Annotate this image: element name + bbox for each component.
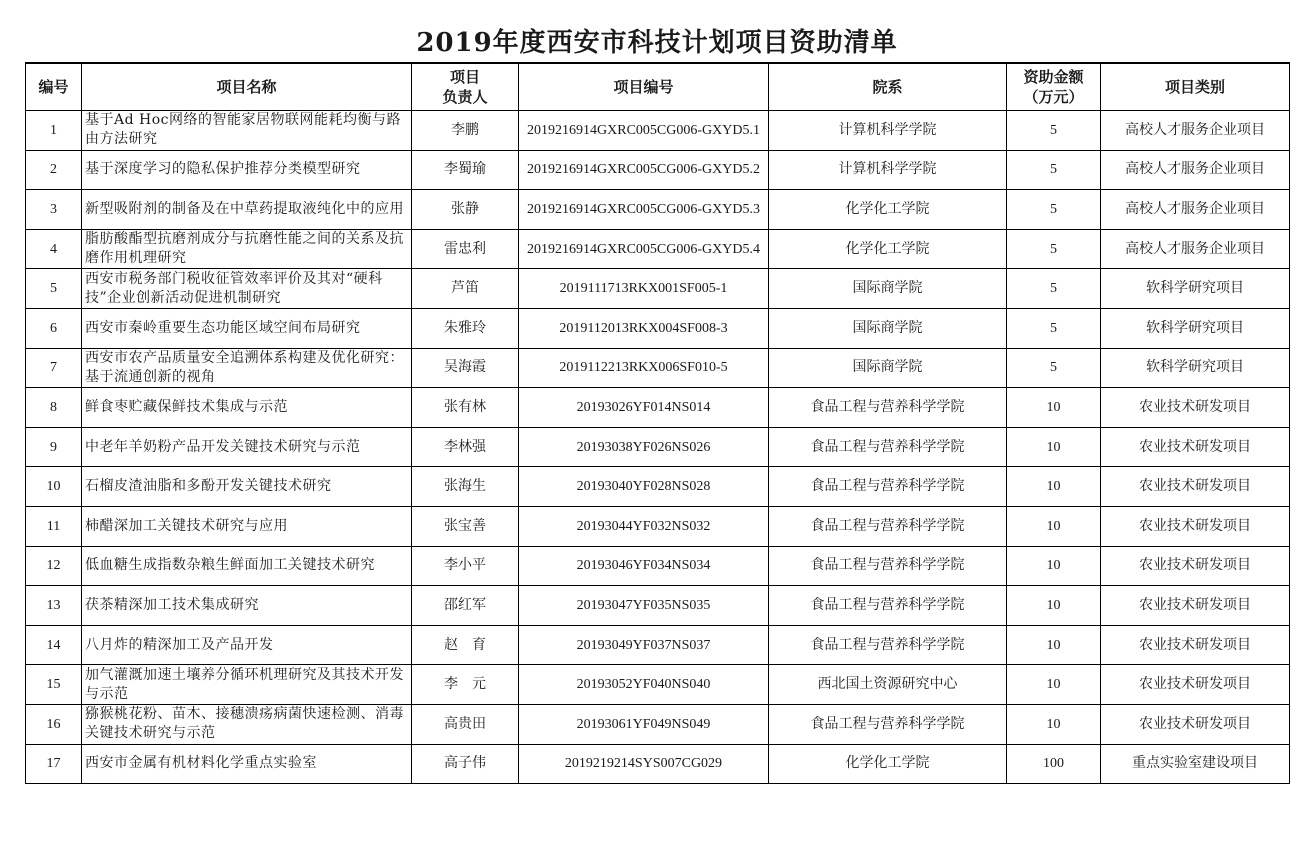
cell-department: 国际商学院 [769,348,1007,388]
cell-amount: 100 [1007,744,1101,784]
cell-amount: 5 [1007,348,1101,388]
cell-project-name: 西安市税务部门税收征管效率评价及其对“硬科技”企业创新活动促进机制研究 [82,269,412,309]
cell-amount: 10 [1007,467,1101,507]
table-row [26,190,1290,230]
cell-no: 8 [26,388,82,428]
table-row [26,308,1290,348]
header-category: 项目类别 [1101,63,1290,111]
cell-leader: 张宝善 [412,506,519,546]
cell-no: 1 [26,111,82,151]
cell-department: 食品工程与营养科学学院 [769,388,1007,428]
cell-department: 计算机科学学院 [769,111,1007,151]
cell-project-name: 低血糖生成指数杂粮生鲜面加工关键技术研究 [82,546,412,586]
cell-department: 西北国土资源研究中心 [769,665,1007,705]
cell-amount: 5 [1007,111,1101,151]
cell-project-code: 2019216914GXRC005CG006-GXYD5.2 [519,150,769,190]
cell-amount: 10 [1007,665,1101,705]
header-amount [1007,63,1101,111]
cell-department: 计算机科学学院 [769,150,1007,190]
cell-amount: 10 [1007,546,1101,586]
cell-category: 高校人才服务企业项目 [1101,150,1290,190]
cell-leader: 雷忠利 [412,229,519,269]
cell-no: 5 [26,269,82,309]
table-row [26,665,1290,705]
cell-leader: 李 元 [412,665,519,705]
cell-leader: 张有林 [412,388,519,428]
cell-category: 高校人才服务企业项目 [1101,111,1290,151]
table-body [26,111,1290,784]
table-row [26,546,1290,586]
cell-no: 17 [26,744,82,784]
cell-project-code: 2019112213RKX006SF010-5 [519,348,769,388]
cell-category: 农业技术研发项目 [1101,467,1290,507]
cell-department: 化学化工学院 [769,190,1007,230]
page-title: 2019年度西安市科技计划项目资助清单 [416,28,898,58]
cell-leader: 张静 [412,190,519,230]
cell-department: 食品工程与营养科学学院 [769,704,1007,744]
cell-category: 农业技术研发项目 [1101,506,1290,546]
cell-project-name: 中老年羊奶粉产品开发关键技术研究与示范 [82,427,412,467]
cell-no: 10 [26,467,82,507]
cell-project-code: 20193044YF032NS032 [519,506,769,546]
cell-department: 化学化工学院 [769,229,1007,269]
cell-no: 9 [26,427,82,467]
cell-leader: 高贵田 [412,704,519,744]
cell-amount: 10 [1007,586,1101,626]
cell-no: 4 [26,229,82,269]
table-header-row [26,63,1290,111]
cell-amount: 5 [1007,308,1101,348]
cell-leader: 朱雅玲 [412,308,519,348]
cell-leader: 张海生 [412,467,519,507]
header-leader [412,63,519,111]
cell-project-code: 2019216914GXRC005CG006-GXYD5.3 [519,190,769,230]
cell-amount: 10 [1007,506,1101,546]
cell-category: 农业技术研发项目 [1101,586,1290,626]
cell-no: 14 [26,625,82,665]
cell-project-code: 20193061YF049NS049 [519,704,769,744]
table-row [26,427,1290,467]
cell-project-code: 20193038YF026NS026 [519,427,769,467]
cell-leader: 芦笛 [412,269,519,309]
header-dept: 院系 [769,63,1007,111]
cell-category: 农业技术研发项目 [1101,388,1290,428]
cell-project-code: 2019219214SYS007CG029 [519,744,769,784]
cell-project-code: 2019111713RKX001SF005-1 [519,269,769,309]
cell-project-name: 加气灌溉加速土壤养分循环机理研究及其技术开发与示范 [82,665,412,705]
table-row [26,467,1290,507]
cell-category: 重点实验室建设项目 [1101,744,1290,784]
table-row [26,625,1290,665]
cell-project-name: 西安市金属有机材料化学重点实验室 [82,744,412,784]
cell-project-name: 石榴皮渣油脂和多酚开发关键技术研究 [82,467,412,507]
table-row [26,269,1290,309]
table-row [26,704,1290,744]
cell-category: 软科学研究项目 [1101,308,1290,348]
cell-department: 食品工程与营养科学学院 [769,427,1007,467]
cell-department: 食品工程与营养科学学院 [769,467,1007,507]
cell-project-code: 20193047YF035NS035 [519,586,769,626]
header-code: 项目编号 [519,63,769,111]
cell-project-name: 西安市秦岭重要生态功能区域空间布局研究 [82,308,412,348]
cell-no: 12 [26,546,82,586]
cell-category: 高校人才服务企业项目 [1101,190,1290,230]
table-row [26,506,1290,546]
cell-project-code: 2019112013RKX004SF008-3 [519,308,769,348]
cell-department: 国际商学院 [769,308,1007,348]
cell-no: 16 [26,704,82,744]
table-row [26,229,1290,269]
header-amount-line1: 资助金额 [1023,68,1084,86]
cell-department: 食品工程与营养科学学院 [769,546,1007,586]
cell-project-code: 20193046YF034NS034 [519,546,769,586]
table-row [26,111,1290,151]
cell-project-name: 柿醋深加工关键技术研究与应用 [82,506,412,546]
cell-project-code: 2019216914GXRC005CG006-GXYD5.1 [519,111,769,151]
cell-amount: 5 [1007,190,1101,230]
cell-project-name: 八月炸的精深加工及产品开发 [82,625,412,665]
cell-category: 农业技术研发项目 [1101,546,1290,586]
cell-project-name: 鲜食枣贮藏保鲜技术集成与示范 [82,388,412,428]
cell-amount: 10 [1007,625,1101,665]
cell-project-name: 茯茶精深加工技术集成研究 [82,586,412,626]
table-row [26,150,1290,190]
cell-department: 食品工程与营养科学学院 [769,586,1007,626]
header-amount-line2: （万元） [1023,88,1084,106]
cell-category: 农业技术研发项目 [1101,665,1290,705]
cell-amount: 10 [1007,427,1101,467]
header-leader-line2: 负责人 [442,88,488,106]
cell-category: 农业技术研发项目 [1101,704,1290,744]
cell-department: 食品工程与营养科学学院 [769,625,1007,665]
cell-leader: 李小平 [412,546,519,586]
header-name: 项目名称 [82,63,412,111]
cell-category: 高校人才服务企业项目 [1101,229,1290,269]
cell-project-name: 新型吸附剂的制备及在中草药提取液纯化中的应用 [82,190,412,230]
cell-leader: 李鹏 [412,111,519,151]
cell-leader: 赵 育 [412,625,519,665]
cell-project-name: 基于Ad Hoc网络的智能家居物联网能耗均衡与路由方法研究 [82,111,412,151]
cell-amount: 5 [1007,269,1101,309]
cell-project-code: 2019216914GXRC005CG006-GXYD5.4 [519,229,769,269]
cell-no: 3 [26,190,82,230]
header-leader-line1: 项目 [449,68,480,86]
table-row [26,388,1290,428]
cell-department: 化学化工学院 [769,744,1007,784]
cell-project-name: 脂肪酸酯型抗磨剂成分与抗磨性能之间的关系及抗磨作用机理研究 [82,229,412,269]
cell-project-code: 20193049YF037NS037 [519,625,769,665]
cell-leader: 李蜀瑜 [412,150,519,190]
cell-category: 软科学研究项目 [1101,348,1290,388]
cell-leader: 吴海霞 [412,348,519,388]
cell-no: 13 [26,586,82,626]
table-row [26,348,1290,388]
cell-category: 农业技术研发项目 [1101,625,1290,665]
table-row [26,744,1290,784]
cell-category: 软科学研究项目 [1101,269,1290,309]
cell-leader: 李林强 [412,427,519,467]
cell-project-name: 基于深度学习的隐私保护推荐分类模型研究 [82,150,412,190]
cell-leader: 邵红军 [412,586,519,626]
cell-no: 6 [26,308,82,348]
cell-amount: 5 [1007,229,1101,269]
cell-project-name: 猕猴桃花粉、苗木、接穗溃疡病菌快速检测、消毒关键技术研究与示范 [82,704,412,744]
table-row [26,586,1290,626]
cell-no: 15 [26,665,82,705]
header-no: 编号 [26,63,82,111]
cell-no: 7 [26,348,82,388]
cell-project-code: 20193040YF028NS028 [519,467,769,507]
cell-amount: 10 [1007,388,1101,428]
cell-project-name: 西安市农产品质量安全追溯体系构建及优化研究：基于流通创新的视角 [82,348,412,388]
cell-no: 11 [26,506,82,546]
cell-no: 2 [26,150,82,190]
cell-amount: 10 [1007,704,1101,744]
funding-table [25,62,1290,784]
cell-department: 国际商学院 [769,269,1007,309]
cell-department: 食品工程与营养科学学院 [769,506,1007,546]
cell-project-code: 20193026YF014NS014 [519,388,769,428]
cell-project-code: 20193052YF040NS040 [519,665,769,705]
cell-leader: 高子伟 [412,744,519,784]
cell-amount: 5 [1007,150,1101,190]
cell-category: 农业技术研发项目 [1101,427,1290,467]
